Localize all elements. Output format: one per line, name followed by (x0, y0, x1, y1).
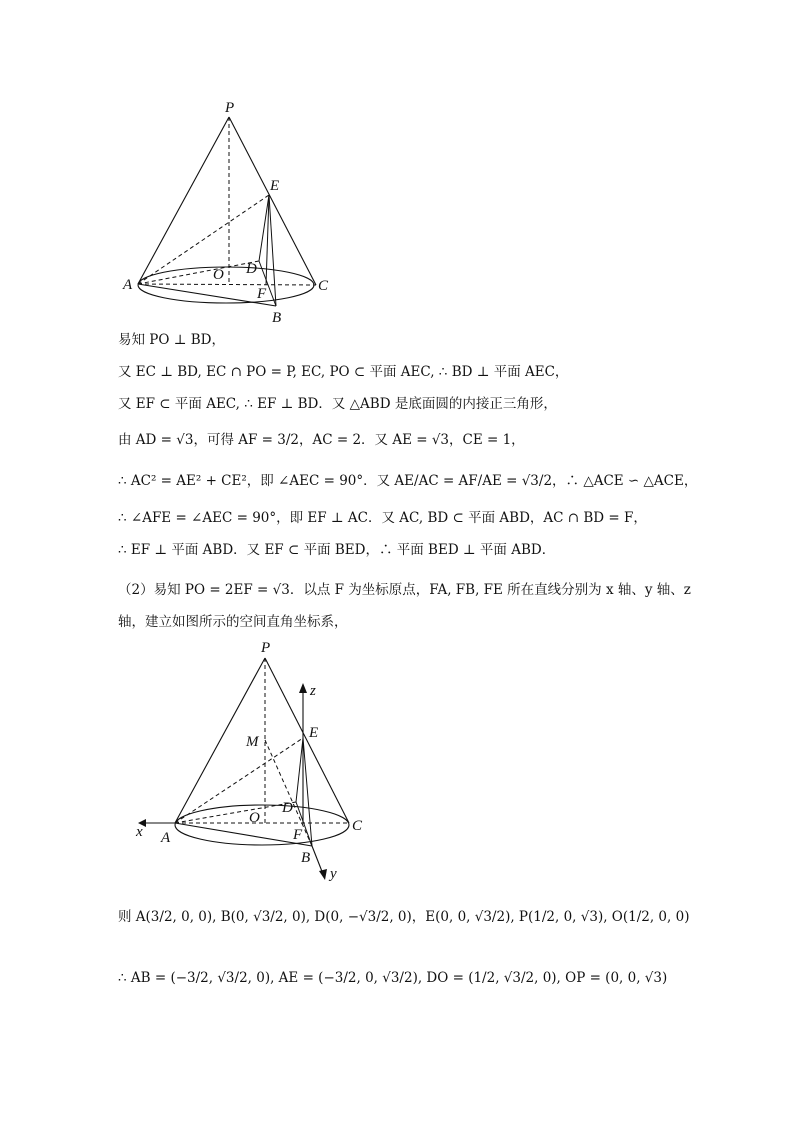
label-x: x (136, 824, 143, 840)
label-B2: B (301, 850, 311, 866)
label-P2: P (261, 640, 271, 656)
text-line-4: 由 AD = √3，可得 AF = 3/2，AC = 2．又 AE = √3，CE = 1， (118, 432, 525, 448)
text-line-8: （2）易知 PO = 2EF = √3．以点 F 为坐标原点，FA, FB, FE 所在直线分别为 x 轴、y 轴、z (118, 582, 691, 598)
label-z: z (310, 683, 316, 699)
label-B: B (272, 310, 282, 326)
label-C2: C (352, 818, 363, 834)
label-O: O (213, 267, 224, 283)
label-E: E (270, 178, 280, 194)
text-line-1: 易知 PO ⊥ BD， (118, 332, 225, 348)
text-line-2: 又 EC ⊥ BD, EC ∩ PO = P, EC, PO ⊂ 平面 AEC, ∴ BD ⊥ 平面 AEC， (118, 364, 569, 380)
label-F: F (257, 286, 267, 302)
label-E2: E (309, 725, 319, 741)
label-D: D (246, 261, 257, 277)
text-line-3: 又 EF ⊂ 平面 AEC, ∴ EF ⊥ BD．又 △ABD 是底面圆的内接正三角形， (118, 396, 557, 412)
cone-figure-1 (118, 95, 348, 330)
label-F2: F (293, 827, 303, 843)
text-line-6: ∴ ∠AFE = ∠AEC = 90°，即 EF ⊥ AC．又 AC, BD ⊂ 平面 ABD，AC ∩ BD = F， (118, 510, 647, 526)
label-O2: O (249, 810, 260, 826)
label-D2: D (282, 800, 293, 816)
text-line-10: 则 A(3/2, 0, 0), B(0, √3/2, 0), D(0, −√3/2, 0)，E(0, 0, √3/2), P(1/2, 0, √3), O(1/2, 0, 0) (118, 909, 690, 925)
text-line-7: ∴ EF ⊥ 平面 ABD．又 EF ⊂ 平面 BED，∴ 平面 BED ⊥ 平面 ABD． (118, 542, 556, 558)
label-M: M (246, 734, 259, 750)
cone-figure-2 (130, 636, 370, 886)
label-A: A (123, 277, 133, 293)
label-P: P (225, 100, 235, 116)
label-y: y (330, 866, 337, 882)
text-line-9: 轴，建立如图所示的空间直角坐标系， (118, 614, 348, 630)
text-line-11: ∴ AB = (−3/2, √3/2, 0), AE = (−3/2, 0, √3/2), DO = (1/2, √3/2, 0), OP = (0, 0, √3) (118, 970, 668, 986)
text-line-5: ∴ AC² = AE² + CE²，即 ∠AEC = 90°．又 AE/AC = AF/AE = √3/2，∴ △ACE ∽ △ACE， (118, 473, 698, 489)
label-A2: A (161, 830, 171, 846)
label-C: C (318, 278, 329, 294)
